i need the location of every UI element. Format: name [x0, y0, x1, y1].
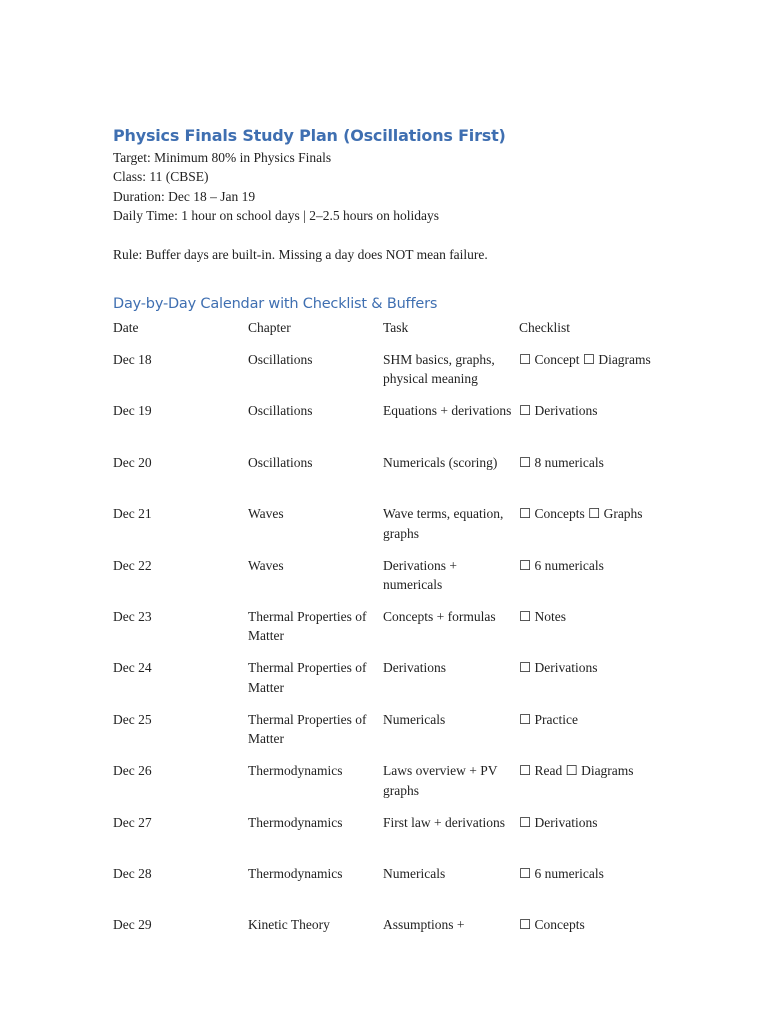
cell-checklist: ☐ Derivations: [519, 814, 598, 830]
cell-date: Dec 28: [113, 865, 152, 881]
cell-checklist: ☐ 6 numericals: [519, 865, 604, 881]
meta-duration: Duration: Dec 18 – Jan 19: [113, 188, 256, 204]
cell-date: Dec 26: [113, 763, 152, 779]
cell-task: Wave terms, equation, graphs: [383, 506, 504, 541]
header-chapter: Chapter: [248, 320, 291, 335]
cell-chapter: Thermal Properties of Matter: [248, 660, 367, 695]
cell-chapter: Thermal Properties of Matter: [248, 711, 367, 747]
table-row: [113, 504, 673, 555]
cell-task: Numericals: [383, 865, 446, 881]
cell-checklist: ☐ Read ☐ Diagrams: [519, 763, 634, 779]
cell-checklist: ☐ 6 numericals: [519, 557, 604, 573]
table-row: [113, 813, 673, 864]
cell-date: Dec 18: [113, 352, 152, 367]
cell-task: Concepts + formulas: [383, 608, 496, 624]
header-checklist: Checklist: [519, 320, 570, 335]
cell-date: Dec 29: [113, 917, 152, 933]
table-row: [113, 761, 673, 812]
cell-task: First law + derivations: [383, 814, 505, 830]
cell-chapter: Thermodynamics: [248, 763, 343, 779]
table-row: [113, 710, 673, 761]
cell-checklist: ☐ Derivations: [519, 660, 598, 676]
table-row: [113, 915, 673, 966]
cell-chapter: Oscillations: [248, 352, 313, 367]
table-row: [113, 556, 673, 607]
cell-date: Dec 20: [113, 454, 152, 470]
cell-chapter: Oscillations: [248, 403, 313, 419]
table-row: [113, 453, 673, 504]
cell-chapter: Thermodynamics: [248, 865, 343, 881]
meta-class: Class: 11 (CBSE): [113, 169, 209, 185]
cell-chapter: Thermodynamics: [248, 814, 343, 830]
table-row: [113, 658, 673, 709]
header-date: Date: [113, 320, 139, 335]
cell-checklist: ☐ Notes: [519, 608, 566, 624]
cell-date: Dec 24: [113, 660, 152, 676]
cell-task: Derivations: [383, 660, 446, 676]
cell-checklist: ☐ Concept ☐ Diagrams: [519, 352, 651, 367]
cell-chapter: Kinetic Theory: [248, 917, 330, 933]
cell-chapter: Thermal Properties of Matter: [248, 608, 367, 644]
document-title: Physics Finals Study Plan (Oscillations First): [113, 126, 506, 145]
cell-task: Derivations + numericals: [383, 557, 457, 592]
cell-checklist: ☐ 8 numericals: [519, 454, 604, 470]
table-body: [113, 350, 673, 967]
cell-task: Assumptions +: [383, 917, 465, 933]
table-row: [113, 864, 673, 915]
rule-text: Rule: Buffer days are built-in. Missing a day does NOT mean failure.: [113, 246, 488, 262]
document-page: [113, 124, 673, 933]
meta-daily-time: Daily Time: 1 hour on school days | 2–2.5 hours on holidays: [113, 208, 439, 224]
cell-task: Numericals: [383, 711, 446, 727]
table-row: [113, 607, 673, 658]
cell-task: Laws overview + PV graphs: [383, 763, 498, 798]
cell-task: Equations + derivations: [383, 403, 512, 419]
cell-date: Dec 21: [113, 506, 152, 522]
cell-checklist: ☐ Concepts: [519, 917, 585, 933]
table-row: [113, 350, 673, 401]
cell-task: Numericals (scoring): [383, 454, 498, 470]
calendar-table: [113, 318, 673, 967]
cell-chapter: Oscillations: [248, 454, 313, 470]
cell-chapter: Waves: [248, 557, 284, 573]
cell-checklist: ☐ Derivations: [519, 403, 598, 419]
cell-date: Dec 23: [113, 608, 152, 624]
cell-checklist: ☐ Practice: [519, 711, 578, 727]
section-title: Day-by-Day Calendar with Checklist & Buffers: [113, 296, 438, 312]
cell-date: Dec 19: [113, 403, 152, 419]
header-task: Task: [383, 320, 409, 335]
cell-date: Dec 22: [113, 557, 152, 573]
cell-checklist: ☐ Concepts ☐ Graphs: [519, 506, 643, 522]
cell-date: Dec 25: [113, 711, 152, 727]
table-row: [113, 401, 673, 452]
table-header-row: [113, 318, 673, 350]
meta-target: Target: Minimum 80% in Physics Finals: [113, 150, 332, 165]
cell-task: SHM basics, graphs, physical meaning: [383, 352, 495, 387]
cell-chapter: Waves: [248, 506, 284, 522]
cell-date: Dec 27: [113, 814, 152, 830]
